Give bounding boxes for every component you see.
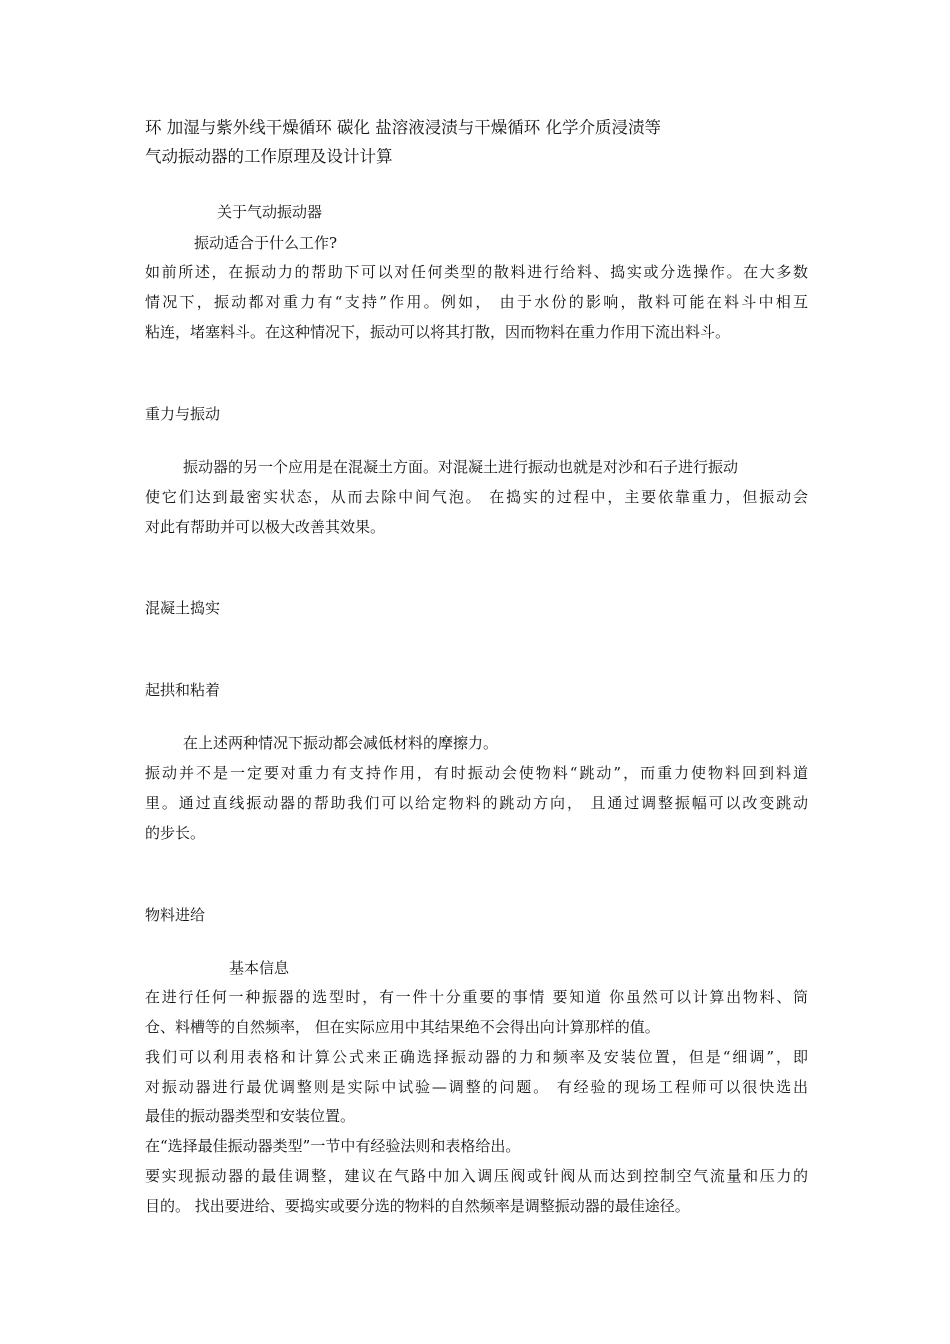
section-heading: 物料进给 bbox=[145, 906, 206, 924]
paragraph-line: 使它们达到最密实状态，从而去除中间气泡。 在捣实的过程中，主要依靠重力，但振动会 bbox=[145, 488, 808, 506]
section-heading: 关于气动振动器 bbox=[217, 203, 323, 221]
paragraph-line: 最佳的振动器类型和安装位置。 bbox=[145, 1107, 356, 1125]
paragraph-line: 振动器的另一个应用是在混凝土方面。对混凝土进行振动也就是对沙和石子进行振动 bbox=[183, 458, 739, 476]
section-heading: 重力与振动 bbox=[145, 405, 221, 423]
paragraph-line: 振动并不是一定要对重力有支持作用，有时振动会使物料“跳动”，而重力使物料回到料道 bbox=[145, 764, 808, 782]
paragraph-line: 在“选择最佳振动器类型”一节中有经验法则和表格给出。 bbox=[145, 1137, 521, 1155]
paragraph-line: 要实现振动器的最佳调整，建议在气路中加入调压阀或针阀从而达到控制空气流量和压力的 bbox=[145, 1167, 808, 1185]
sub-heading: 振动适合于什么工作? bbox=[194, 234, 338, 252]
paragraph-line: 仓、料槽等的自然频率， 但在实际应用中其结果绝不会得出向计算那样的值。 bbox=[145, 1018, 660, 1036]
section-heading: 起拱和粘着 bbox=[145, 681, 221, 699]
paragraph-line: 目的。 找出要进给、要捣实或要分选的物料的自然频率是调整振动器的最佳途径。 bbox=[145, 1197, 690, 1215]
paragraph-line: 的步长。 bbox=[145, 824, 206, 842]
paragraph-line: 对此有帮助并可以极大改善其效果。 bbox=[145, 518, 386, 536]
header-line: 环 加湿与紫外线干燥循环 碳化 盐溶液浸渍与干燥循环 化学介质浸渍等 bbox=[145, 118, 661, 137]
section-heading: 基本信息 bbox=[229, 959, 290, 977]
paragraph-line: 如前所述，在振动力的帮助下可以对任何类型的散料进行给料、捣实或分选操作。在大多数 bbox=[145, 263, 808, 281]
paragraph-line: 对振动器进行最优调整则是实际中试验—调整的问题。 有经验的现场工程师可以很快选出 bbox=[145, 1078, 808, 1096]
paragraph-line: 情况下，振动都对重力有“支持”作用。例如， 由于水份的影响，散料可能在料斗中相互 bbox=[145, 293, 808, 311]
paragraph-line: 在上述两种情况下振动都会减低材料的摩擦力。 bbox=[183, 734, 499, 752]
paragraph-line: 里。通过直线振动器的帮助我们可以给定物料的跳动方向， 且通过调整振幅可以改变跳动 bbox=[145, 794, 808, 812]
paragraph-line: 在进行任何一种振器的选型时，有一件十分重要的事情 要知道 你虽然可以计算出物料、筒 bbox=[145, 988, 808, 1006]
paragraph-line: 粘连，堵塞料斗。在这种情况下，振动可以将其打散，因而物料在重力作用下流出料斗。 bbox=[145, 323, 731, 341]
section-heading: 混凝土捣实 bbox=[145, 599, 221, 617]
paragraph-line: 我们可以利用表格和计算公式来正确选择振动器的力和频率及安装位置，但是“细调”，即 bbox=[145, 1048, 808, 1066]
document-title: 气动振动器的工作原理及设计计算 bbox=[145, 147, 393, 166]
